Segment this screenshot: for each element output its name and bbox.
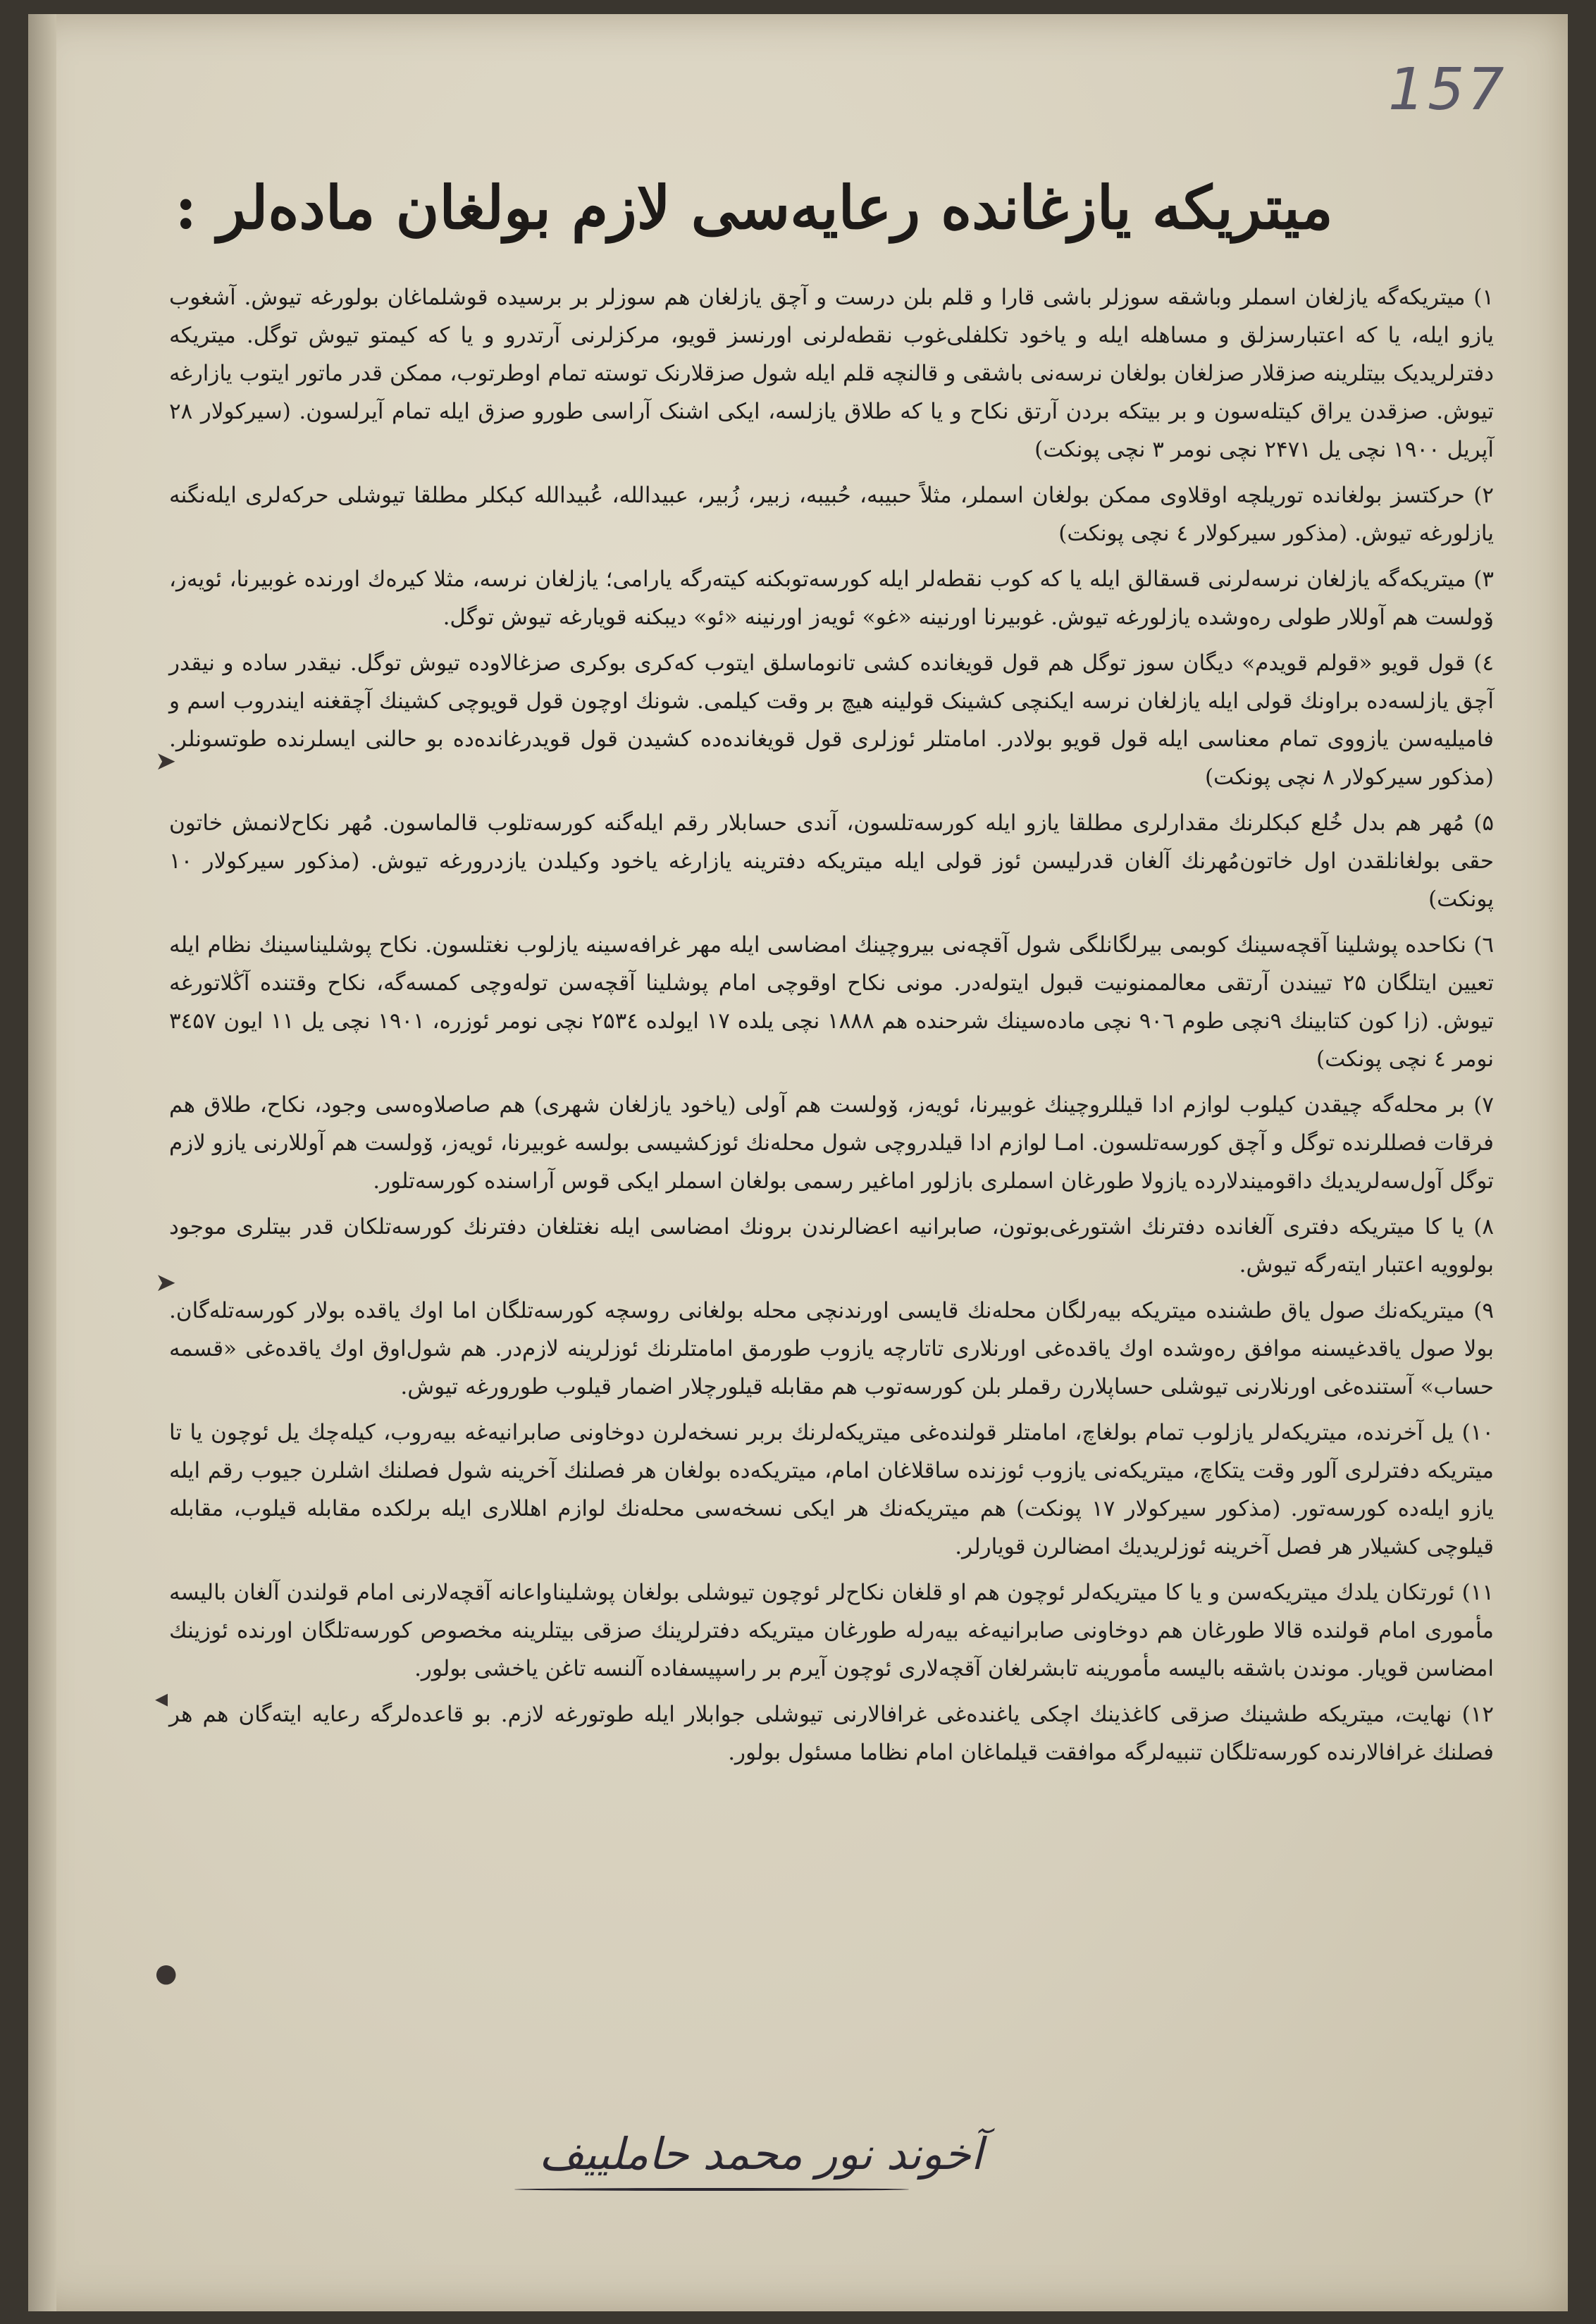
handwritten-signature: آخوند نور محمد حاملییف: [539, 2128, 983, 2180]
paragraph-11: ۱۱) ئورتکان یلدك میتریکه‌سن و یا کا میتریکه‌لر ئوچون هم او قلغان نکاح‌لر ئوچون تیوشلی بولغان پوشلینا‌واعانه آقچه‌لارنی امام قولندن آلغان بالیسه مأموری امام قولنده قالا طورغان هم دوخاونی صابرانیه‌غه بیەرله طورغان میتریکه دفترلرینك صزقی بیتلرینه مخصوص کورسه‌تلگان اورنده ئوزینك امضاسن قویار. موندن باشقه بالیسه مأمورینه تابشرلغان آقچه‌لاری ئوچون آیرم بر راسپیسفاده آلنسه تاغن یاخشی بولور.: [169, 1580, 1494, 1681]
margin-arrow-mark: ◂: [155, 1684, 168, 1713]
paragraph-7: ۷) بر محله‌گه چیقدن کیلوب لوازم ادا قیللر‌وچینك غوبیرنا، ئویه‌ز، ۆولست هم آولی (یاخود یازلغان شهری) هم صاصلاوه‌سی وجود، نکاح، طلاق هم فرقات فصللرنده توگل و آچق کورسه‌تلسون. امـا لوازم ادا قیلدروچی شول محله‌نك ئوزکشیسی بولسه غوبیرنا، ئویه‌ز، ۆولست هم آوللارنی یازو لازم توگل آول‌سه‌لریدیك داقومیندلارده یازولا طورغان اسملری بازلور اماغیر رسمی بولغان اسملر ایکی قوس آراسنده کورسه‌تلور.: [169, 1092, 1494, 1194]
paragraph-6: ٦) نکاحده پوشلینا آقچه‌سینك کوبمی بیرلگانلگی شول آقچه‌نی بیروچینك امضاسی ایله مهر غرافه‌سینه یازلوب نغتلسون. نکاح پوشلیناسینك نظام ایله تعیین ایتلگان ۲۵ تییندن آرتقی معالممنونیت قبول ایتوله‌در. مونی نکاح اوقوچی امام پوشلینا آقچه‌سن تولەوچی کمسه‌گه، نکاح وقتنده آڭلاتورغه تیوش. (زا کون کتابینك ۹نچی طوم ۹۰٦ نچی ماده‌سینك شرحنده هم ۱۸۸۸ نچی یلده ۱۷ ایولده ۲۵۳٤ نچی نومر ئوزره، ۱۹۰۱ نچی یل ۱۱ ایون ۳٤۵۷ نومر ٤ نچی پونکت): [169, 932, 1494, 1072]
document-page: [28, 14, 1568, 2311]
paragraph-1: ۱) میتریکه‌گه یازلغان اسملر وباشقه سوزلر باشی قارا و قلم بلن درست و آچق یازلغان هم سوزلر بر برسیده قوشلماغان بولورغه تیوش. آشغوب یازو ایله، یا که اعتبار‌سزلق و مساهله ایله و یاخود تکلفلی‌غوب نقطه‌لرنی اورنسز قویو، مرکزلرنی آرتدرو و یا که کیمتو تیوش توگل. میتریکه دفترلریدیک بیتلرینه صزقلار صزلغان بولغان نرسه‌نی باشقی و قالنچه قلم ایله شول صزقلارنک توسته تمام اوطرتوب، ممکن قدر ماتور ایتوب یازارغه تیوش. صزقدن یراق کیتله‌سون و بر بیتکه بردن آرتق نکاح و یا که طلاق یازلسه، ایکی اشنک آراسی طورو صزق ایله تمام آیرلسون. (سیرکولار ۲۸ آپریل ۱۹۰۰ نچی یل ۲۴۷۱ نچی نومر ۳ نچی پونکت): [169, 285, 1494, 462]
paragraph-9: ۹) میتریکه‌نك صول یاق طشنده میتریکه بیەرلگان محله‌نك قایسی اورندنچی محله بولغانی روسچه کورسه‌تلگان اما اوك یاقده بولار کورسه‌تله‌گان. بولا صول یاقدغیسنه موافق رەوشده اوك یاقده‌غی اورنلاری تاتارچه یازوب طورمق امامتلرنك ئوزلرینه لازم‌در. هم شول‌اوق اوك یاقده‌غی «قسمه حساب» آستنده‌غی اورنلارنی تیوشلی حساپلارن رقملر بلن کورسه‌توب هم مقابله قیلورچلار اضمار قیلوب طورورغه تیوش.: [169, 1298, 1494, 1399]
document-body: [169, 278, 1494, 1779]
margin-arrow-mark: ➤: [155, 1268, 177, 1297]
binding-spine: [28, 14, 56, 2311]
folio-number: 157: [1388, 56, 1507, 123]
paragraph-2: ۲) حرکتسز بولغانده توریلچه اوقلاوی ممکن بولغان اسملر، مثلاً حبیبه، حُبیبه، زبیر، زُبیر، عبیدالله، عُبیدالله کبکلر مطلقا تیوشلی حرکه‌لری ایله‌نگنه یازلورغه تیوش. (مذکور سیرکولار ٤ نچی پونکت): [169, 483, 1494, 546]
margin-ink-blot: ●: [155, 1959, 178, 1988]
signature-flourish: [514, 2188, 909, 2191]
paragraph-10: ۱۰) یل آخرنده، میتریکه‌لر یازلوب تمام بولغاچ، امامتلر قولنده‌غی میتریکه‌لرنك بر‌بر نسخه‌لرن دوخاونی صابرانیه‌غه بیەروب، کیله‌چك یل ئوچون یا تا میتریکه دفترلری آلور وقت یتکاچ، میتریکه‌نی یازوب ئوزنده ساقلاغان امام، میتریکه‌ده بولغان هر فصلنك آخرینه شول فصلنك اشلرن جیوب رقم ایله یازو ایله‌ده کورسه‌تور. (مذکور سیرکولار ۱۷ پونکت) هم میتریکه‌نك هر ایکی نسخه‌سی محله‌نك لوازم اهللاری ایله برلکده مقابله قیلوب، مقابله قیلوچی کشیلار هر فصل آخرینه ئوزلریدیك امضالرن قویارلر.: [169, 1420, 1494, 1559]
document-title: میتریکه یازغانده رعایه‌سی لازم بولغان ماده‌لر :: [175, 173, 1333, 242]
margin-arrow-mark: ➤: [155, 747, 177, 776]
paragraph-8: ۸) یا کا میتریکه دفتری آلغانده دفترنك اشتورغی‌بوتون، صابرانیه اعضالرندن برونك امضاسی ایله نغتلغان دفترنك کورسه‌تلکان قدر بیتلری موجود بولوویه اعتبار ایته‌رگه تیوش.: [169, 1214, 1494, 1278]
paragraph-5: ۵) مُهر هم بدل خُلع کبکلرنك مقدارلری مطلقا یازو ایله کورسه‌تلسون، آندی حسابلار رقم ایله‌گنه کورسه‌تلوب قالماسون. مُهر نکاح‌لانمش خاتون حقی بولغانلقدن اول خاتون‌مُهرنك آلغان قدرلیسن ئوز قولی ایله میتریکه دفترینه یازارغه یاخود وکیلدن یازدرورغه تیوش. (مذکور سیرکولار ۱۰ پونکت): [169, 810, 1494, 912]
paragraph-4: ٤) قول قویو «قولم قویدم» دیگان سوز توگل هم قول قویغانده کشی تانوماسلق ایتوب کەکری بوکری صزغالاوده تیوش توگل. نیقدر ساده و نیقدر آچق یازلسه‌ده براونك قولی ایله یازلغان نرسه ایکنچی کشینک قولینه هیچ بر وقت کیلمی. شونك اوچون قول قویوچی کشینك آچقغنه ایندروب اسم و فامیلیه‌سن یازووی تمام معناسی ایله قول قویو بولادر. امامتلر ئوزلری قول قویغانده‌ده کشیدن قول قویدرغانده‌ده بو حالنی ایسلرنده طوتسونلر. (مذکور سیرکولار ۸ نچی پونکت): [169, 650, 1494, 790]
paragraph-12: ۱۲) نهایت، میتریکه طشینك صزقی کاغذینك اچکی یاغنده‌غی غرافالارنی تیوشلی جوابلار ایله طوتورغه لازم. بو قاعده‌لرگه رعایه ایته‌گان هم هر فصلنك غرافالارنده کورسه‌تلگان تنبیه‌لرگه موافقت قیلماغان امام نظاما مسئول بولور.: [169, 1702, 1494, 1765]
paragraph-3: ۳) میتریکه‌گه یازلغان نرسه‌لرنی قسقالق ایله یا که کوب نقطه‌لر ایله کورسه‌توبکنه کیته‌رگه یارامی؛ یازلغان نرسه، مثلا کیرەك اورنده غوبیرنا، ئویەز، ۆولست هم آوللار طولی رەوشده یازلورغه تیوش. غوبیرنا اورنینه «غو» ئویەز اورنینه «ئو» دیبکنه قویارغه تیوش توگل.: [169, 567, 1494, 630]
